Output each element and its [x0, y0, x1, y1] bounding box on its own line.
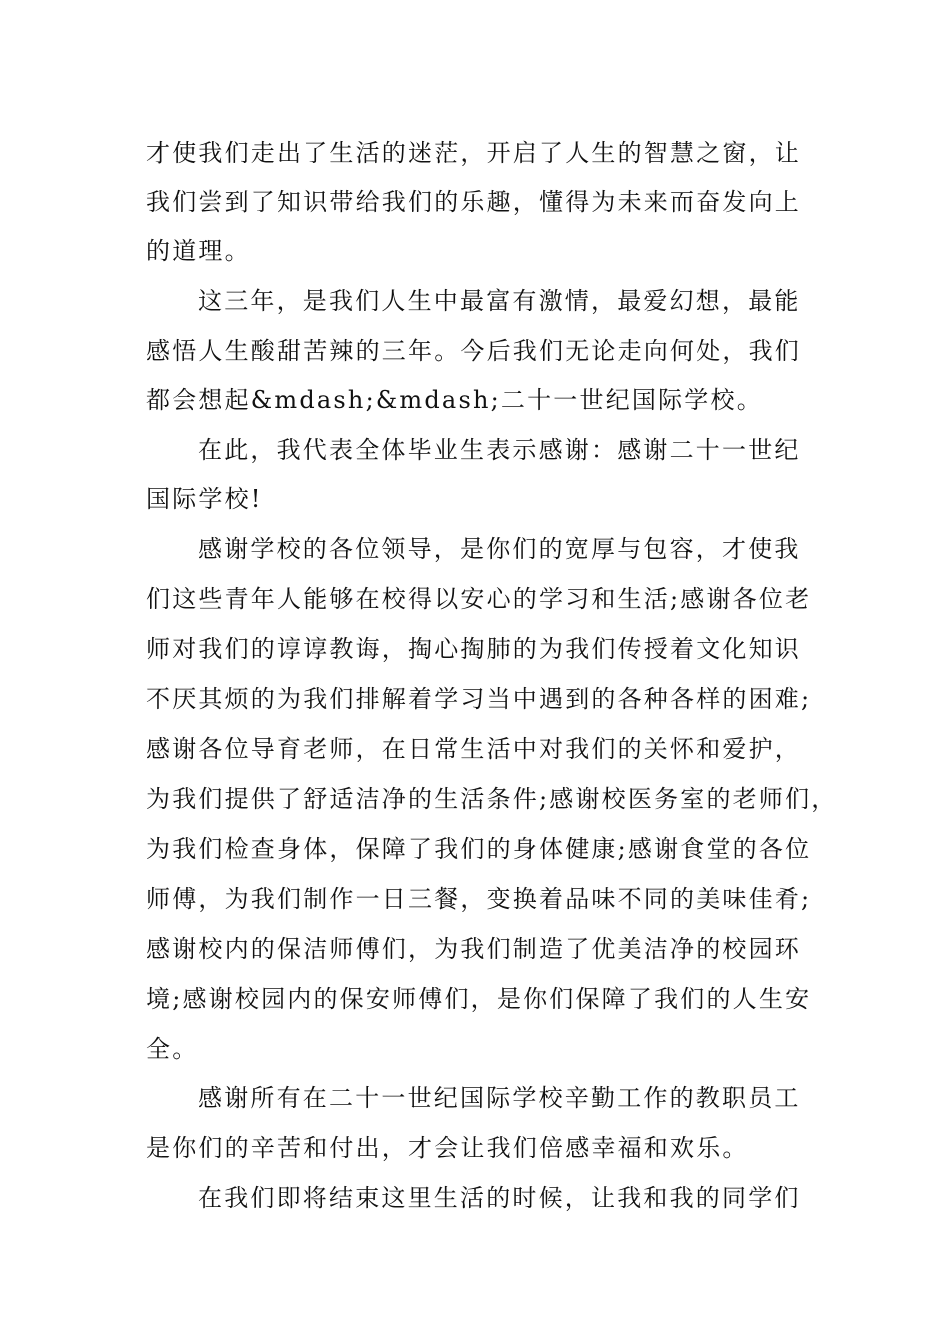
text-line: 师傅，为我们制作一日三餐，变换着品味不同的美味佳肴;	[146, 885, 812, 913]
text-line: 不厌其烦的为我们排解着学习当中遇到的各种各样的困难;	[146, 685, 812, 713]
text-line: 是你们的辛苦和付出，才会让我们倍感幸福和欢乐。	[146, 1134, 749, 1162]
text-line: 为我们检查身体，保障了我们的身体健康;感谢食堂的各位	[146, 835, 812, 863]
text-line: 感悟人生酸甜苦辣的三年。今后我们无论走向何处，我们	[146, 337, 801, 365]
text-line: 为我们提供了舒适洁净的生活条件;感谢校医务室的老师们，	[146, 785, 838, 813]
text-line: 感谢各位导育老师，在日常生活中对我们的关怀和爱护，	[146, 735, 801, 763]
text-line: 师对我们的谆谆教诲，掏心掏肺的为我们传授着文化知识	[146, 635, 801, 663]
paragraph-first-line: 这三年，是我们人生中最富有激情，最爱幻想，最能	[198, 287, 801, 315]
text-line: 们这些青年人能够在校得以安心的学习和生活;感谢各位老	[146, 585, 812, 613]
paragraph-first-line: 感谢学校的各位领导，是你们的宽厚与包容，才使我	[198, 535, 801, 563]
text-line: 国际学校!	[146, 485, 263, 513]
text-line: 都会想起&mdash;&mdash;二十一世纪国际学校。	[146, 386, 763, 414]
text-line: 全。	[146, 1035, 199, 1063]
paragraph-first-line: 在我们即将结束这里生活的时候，让我和我的同学们	[198, 1184, 801, 1212]
text-line: 我们尝到了知识带给我们的乐趣，懂得为未来而奋发向上	[146, 188, 801, 216]
paragraph-first-line: 感谢所有在二十一世纪国际学校辛勤工作的教职员工	[198, 1084, 801, 1112]
text-line: 的道理。	[146, 237, 251, 265]
text-line: 感谢校内的保洁师傅们，为我们制造了优美洁净的校园环	[146, 935, 801, 963]
text-line: 才使我们走出了生活的迷茫，开启了人生的智慧之窗，让	[146, 139, 801, 167]
text-line: 境;感谢校园内的保安师傅们，是你们保障了我们的人生安	[146, 985, 812, 1013]
paragraph-first-line: 在此，我代表全体毕业生表示感谢：感谢二十一世纪	[198, 436, 801, 464]
